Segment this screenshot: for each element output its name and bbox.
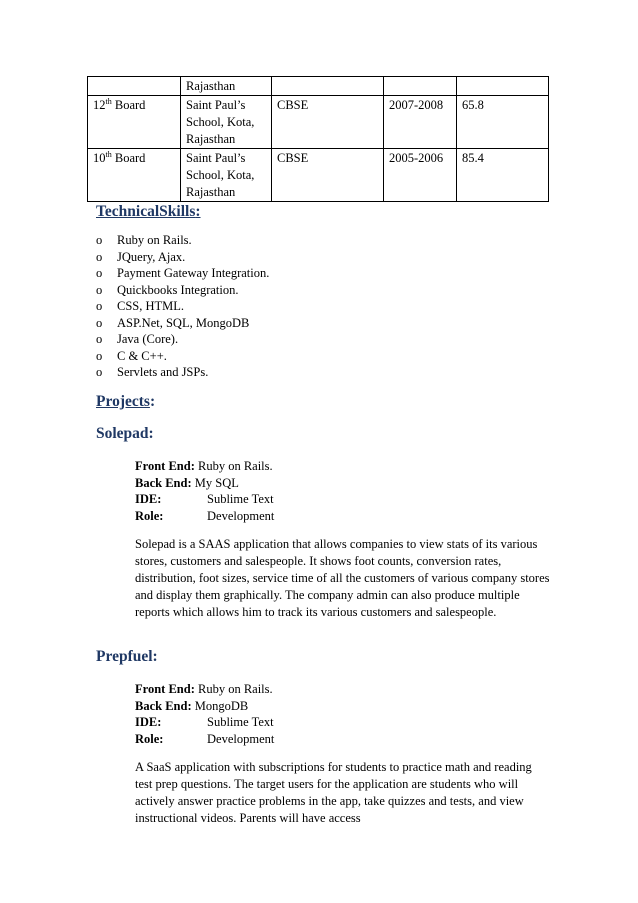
skills-list bbox=[96, 232, 269, 381]
bullet-icon: o bbox=[96, 266, 103, 280]
institute-cell: Saint Paul’s School, Kota, Rajasthan bbox=[181, 96, 272, 149]
bullet-icon: o bbox=[96, 233, 103, 247]
bullet-icon: o bbox=[96, 332, 103, 346]
list-item: o Java (Core). bbox=[96, 332, 179, 346]
list-item: o Ruby on Rails. bbox=[96, 233, 192, 247]
front-end-row: Front End: Ruby on Rails. bbox=[135, 459, 273, 473]
bullet-icon: o bbox=[96, 365, 103, 379]
years-cell: 2007-2008 bbox=[384, 96, 457, 149]
years-cell: 2005-2006 bbox=[384, 149, 457, 202]
project-description: A SaaS application with subscriptions for students to practice math and reading test prep questions. The target users for the application are students who will actively answer practice problems in the app, take quizzes and tests, and view instructional videos. Parents will have access bbox=[135, 760, 532, 825]
table-row bbox=[88, 96, 549, 149]
technical-skills-heading: TechnicalSkills: bbox=[96, 203, 201, 220]
score-cell: 85.4 bbox=[457, 149, 549, 202]
projects-heading: Projects: bbox=[96, 393, 156, 410]
back-end-row: Back End: MongoDB bbox=[135, 698, 249, 713]
qualification-cell: 12th Board bbox=[88, 96, 181, 149]
ide-row: IDE: Sublime Text bbox=[135, 715, 274, 729]
project-description: Solepad is a SAAS application that allows companies to view stats of its various stores, customers and salespeople. It shows foot counts, conversion rates, distribution, foot sizes, service time of all the customers of various company stores and display them graphically. The company admin can also produce multiple reports which allows him to track its various customers and salespeople. bbox=[135, 537, 550, 619]
list-item: o C & C++. bbox=[96, 348, 167, 363]
bullet-icon: o bbox=[96, 348, 103, 363]
list-item: o ASP.Net, SQL, MongoDB bbox=[96, 315, 250, 330]
back-end-row: Back End: My SQL bbox=[135, 475, 239, 490]
score-cell bbox=[457, 77, 549, 96]
years-cell bbox=[384, 77, 457, 96]
qualification-cell: 10th Board bbox=[88, 149, 181, 202]
project-title-solepad: Solepad: bbox=[96, 425, 154, 442]
board-cell: CBSE bbox=[272, 96, 384, 149]
front-end-row: Front End: Ruby on Rails. bbox=[135, 682, 273, 696]
project-title-prepfuel: Prepfuel: bbox=[96, 648, 158, 665]
list-item: o CSS, HTML. bbox=[96, 299, 185, 313]
list-item: o JQuery, Ajax. bbox=[96, 249, 186, 264]
table-row bbox=[88, 77, 549, 96]
list-item: o Payment Gateway Integration. bbox=[96, 266, 270, 280]
qualification-cell bbox=[88, 77, 181, 96]
board-cell: CBSE bbox=[272, 149, 384, 202]
table-row bbox=[88, 149, 549, 202]
role-row: Role: Development bbox=[135, 731, 275, 746]
score-cell: 65.8 bbox=[457, 96, 549, 149]
bullet-icon: o bbox=[96, 315, 103, 330]
ide-row: IDE: Sublime Text bbox=[135, 492, 274, 506]
institute-cell: Saint Paul’s School, Kota, Rajasthan bbox=[181, 149, 272, 202]
education-table bbox=[87, 76, 549, 202]
board-cell bbox=[272, 77, 384, 96]
project-solepad bbox=[135, 458, 550, 621]
role-row: Role: Development bbox=[135, 508, 275, 523]
institute-cell: Rajasthan bbox=[181, 77, 272, 96]
bullet-icon: o bbox=[96, 282, 103, 297]
bullet-icon: o bbox=[96, 299, 103, 313]
project-prepfuel bbox=[135, 681, 550, 827]
list-item: o Servlets and JSPs. bbox=[96, 365, 209, 379]
bullet-icon: o bbox=[96, 249, 103, 264]
list-item: o Quickbooks Integration. bbox=[96, 282, 239, 297]
